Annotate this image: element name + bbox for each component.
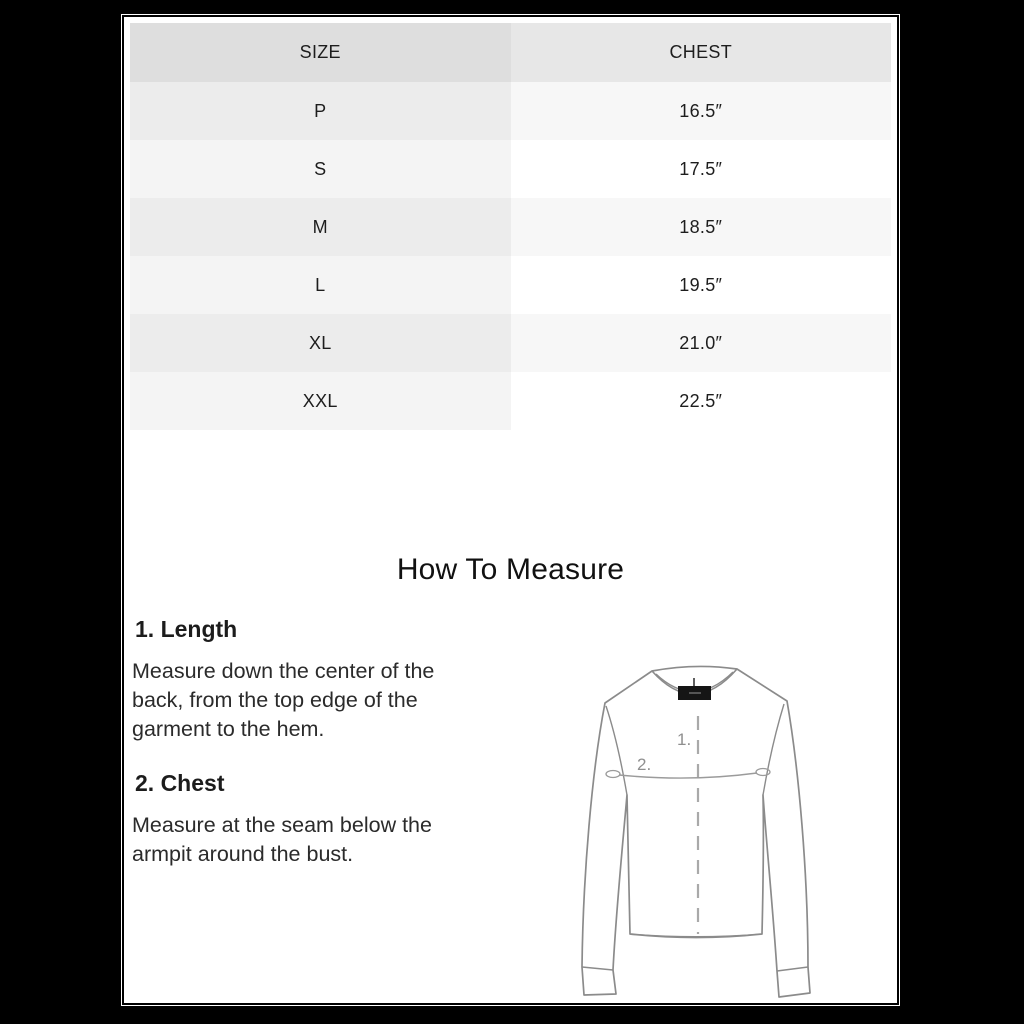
size-column-header: SIZE: [130, 23, 511, 82]
size-cell: XL: [130, 314, 511, 372]
right-cuff-seam: [777, 967, 808, 971]
step-length-heading: 1. Length: [135, 616, 238, 642]
table-row: [130, 314, 891, 372]
table-row: [130, 82, 891, 140]
chest-marker-label: 2.: [637, 755, 652, 774]
how-to-measure-title: How To Measure: [396, 553, 625, 586]
chest-cell: 18.5″: [511, 198, 892, 256]
left-cuff-seam: [582, 967, 613, 970]
step-chest-heading: 2. Chest: [135, 770, 225, 796]
size-cell: S: [130, 140, 511, 198]
chest-cell: 16.5″: [511, 82, 892, 140]
table-header-row: [130, 23, 891, 82]
chest-cell: 22.5″: [511, 372, 892, 430]
shirt-outline: [582, 666, 810, 997]
chest-cell: 19.5″: [511, 256, 892, 314]
chest-guide-left-loop: [606, 771, 620, 778]
table-row: [130, 256, 891, 314]
size-cell: M: [130, 198, 511, 256]
step-length-text: Measure down the center of the back, from the top edge of the garment to the hem.: [132, 659, 435, 741]
shirt-illustration: [580, 660, 890, 1005]
chest-cell: 21.0″: [511, 314, 892, 372]
length-marker-label: 1.: [677, 730, 692, 749]
size-chart-table: [130, 23, 891, 430]
size-cell: XXL: [130, 372, 511, 430]
size-cell: L: [130, 256, 511, 314]
table-row: [130, 140, 891, 198]
left-armhole-seam: [606, 706, 627, 795]
table-row: [130, 372, 891, 430]
chest-cell: 17.5″: [511, 140, 892, 198]
table-row: [130, 198, 891, 256]
chest-column-header: CHEST: [511, 23, 892, 82]
size-cell: P: [130, 82, 511, 140]
step-chest-text: Measure at the seam below the armpit around the bust.: [132, 813, 432, 866]
right-armhole-seam: [763, 704, 784, 795]
content-panel: [124, 17, 897, 1003]
